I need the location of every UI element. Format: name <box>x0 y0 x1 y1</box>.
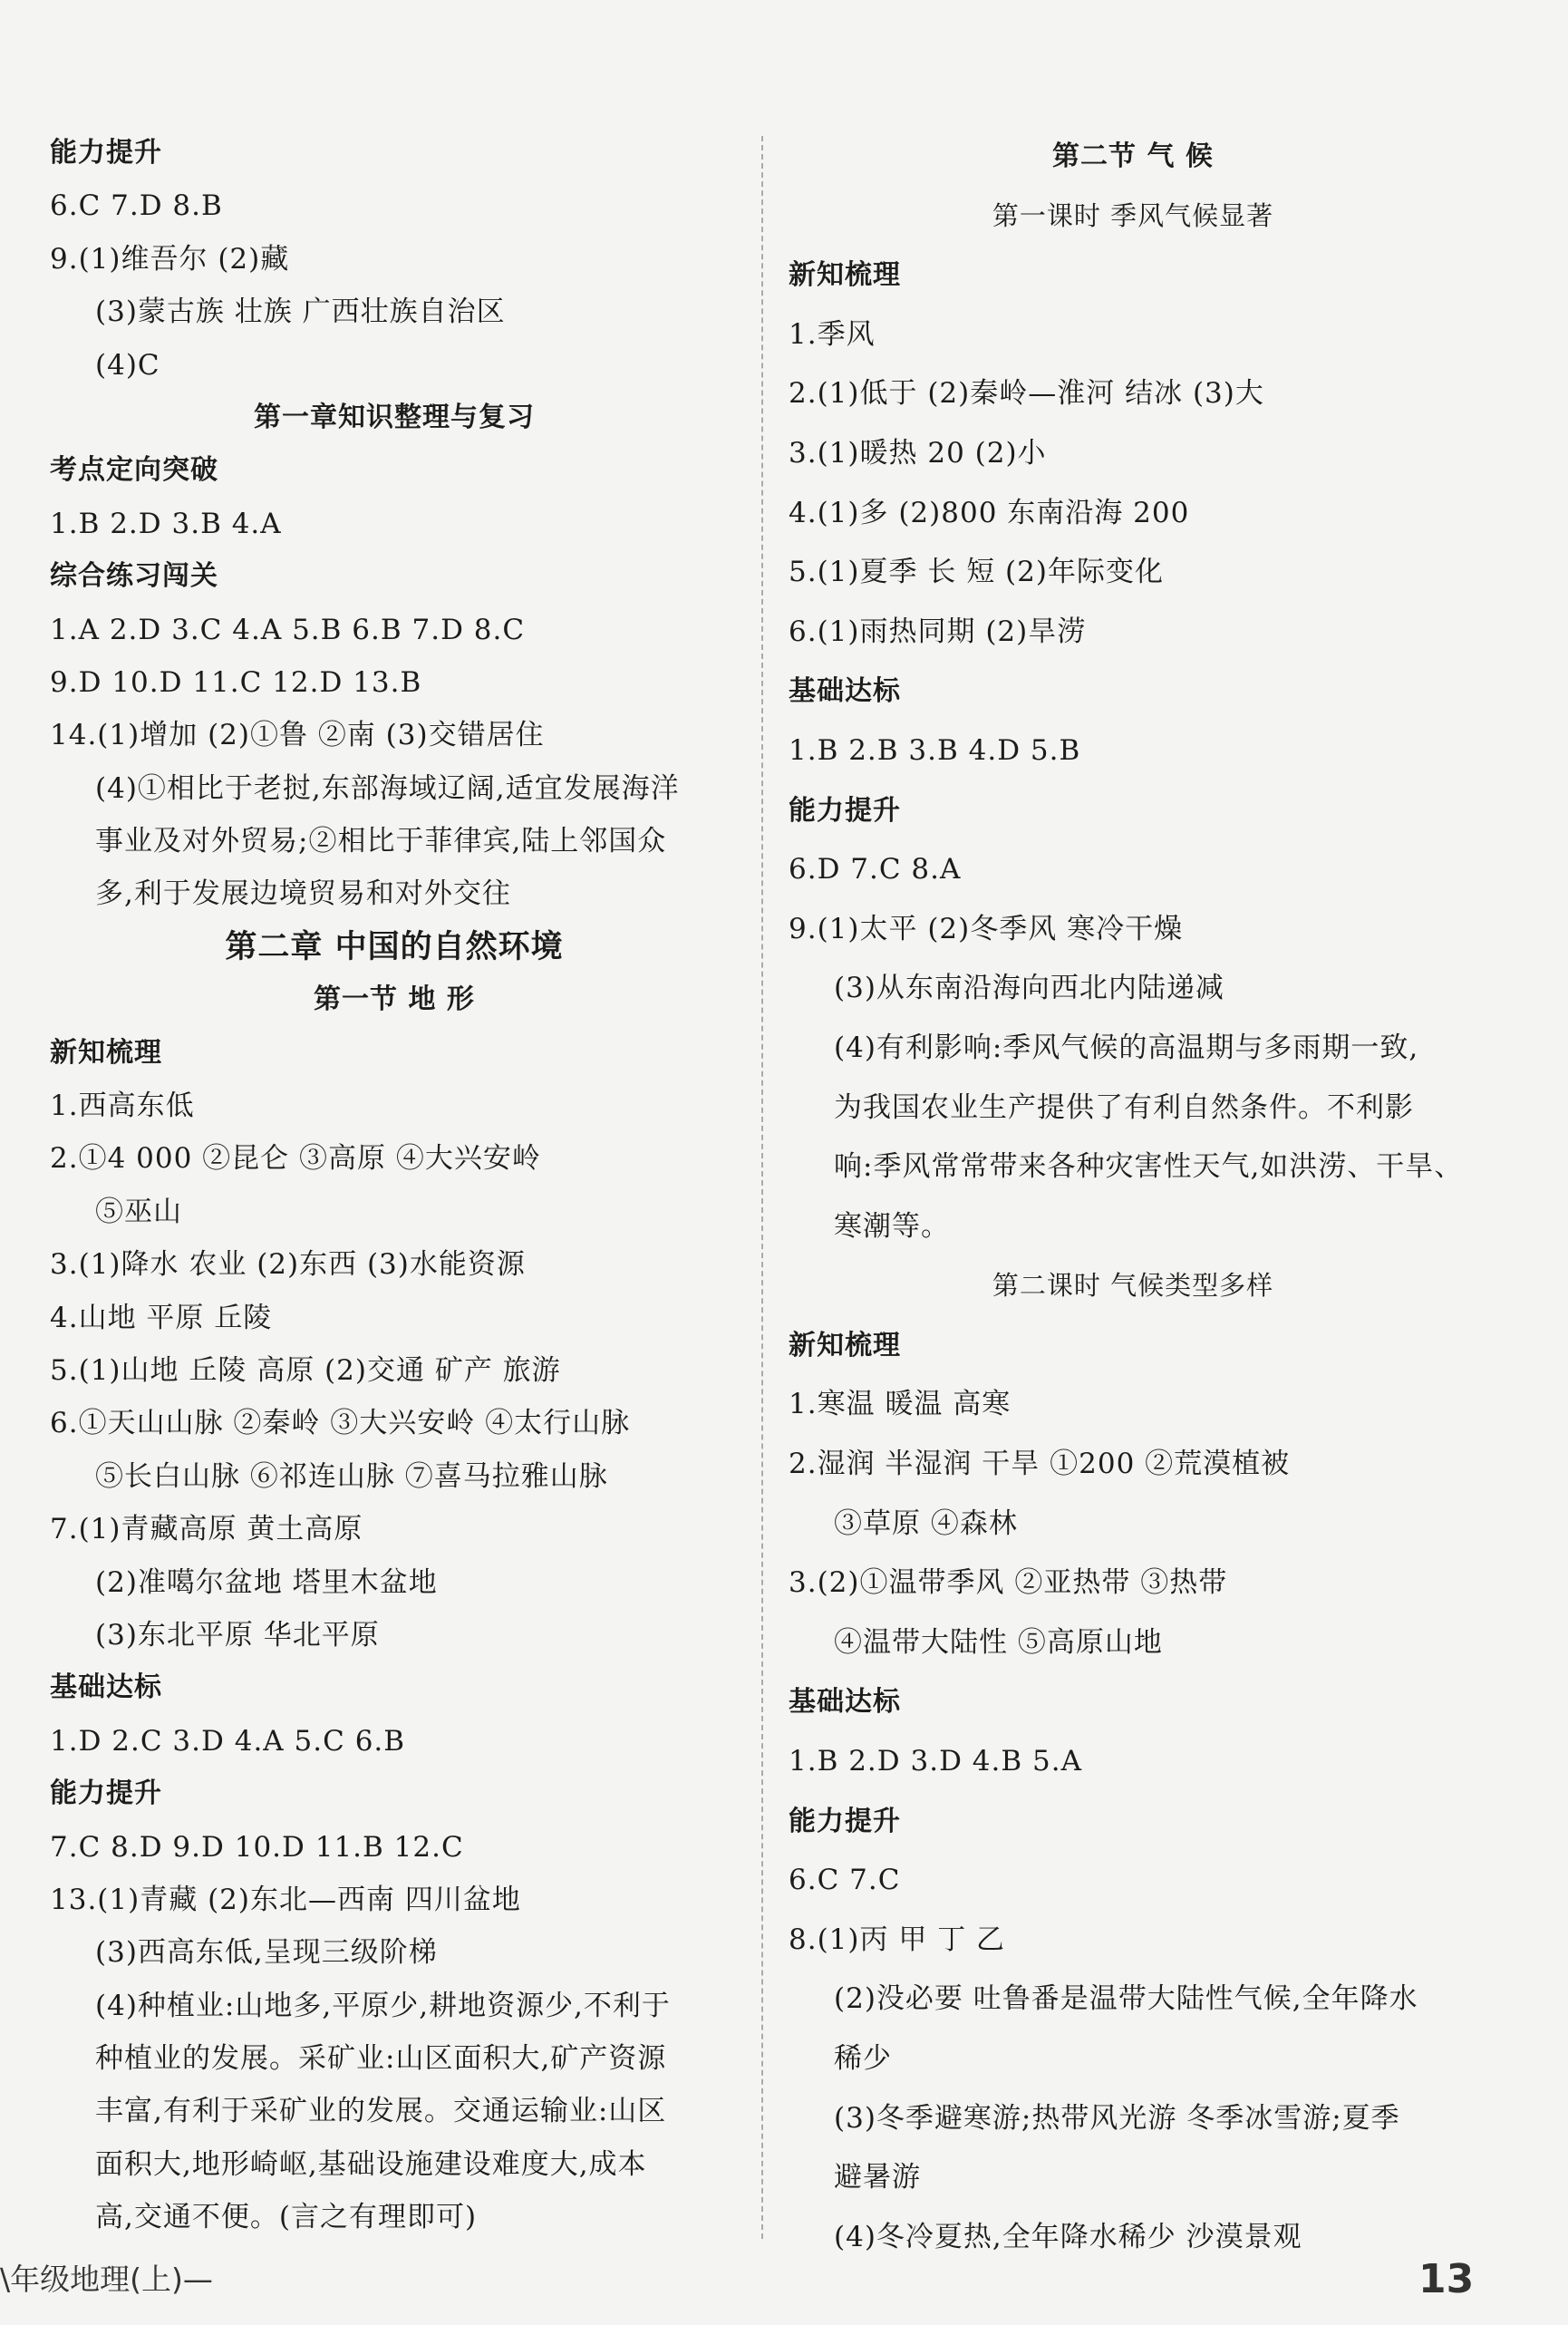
section-heading: 基础达标 <box>50 1671 162 1704</box>
answer-line: 2.①4 000 ②昆仑 ③高原 ④大兴安岭 <box>50 1142 541 1176</box>
answer-line-indented: (4)种植业:山地多,平原少,耕地资源少,不利于 <box>95 1989 671 2022</box>
answer-line: 7.C 8.D 9.D 10.D 11.B 12.C <box>50 1830 464 1864</box>
answer-line: 9.(1)太平 (2)冬季风 寒冷干燥 <box>789 912 1184 945</box>
answer-line-indented: (2)没必要 吐鲁番是温带大陆性气候,全年降水 <box>834 1982 1418 2016</box>
section-heading: 能力提升 <box>50 1778 162 1810</box>
section-heading: 能力提升 <box>50 137 162 169</box>
answer-line: 3.(1)降水 农业 (2)东西 (3)水能资源 <box>50 1248 526 1282</box>
answer-line: 14.(1)增加 (2)①鲁 ②南 (3)交错居住 <box>50 719 545 752</box>
answer-line-indented: (4)有利影响:季风气候的高温期与多雨期一致, <box>834 1031 1419 1064</box>
section-heading: 基础达标 <box>789 675 901 708</box>
answer-line-indented: 丰富,有利于采矿业的发展。交通运输业:山区 <box>95 2095 667 2128</box>
answer-line-indented: (4)①相比于老挝,东部海域辽阔,适宜发展海洋 <box>95 771 680 805</box>
answer-line: 3.(1)暖热 20 (2)小 <box>789 436 1047 470</box>
answer-line-indented: 种植业的发展。采矿业:山区面积大,矿产资源 <box>95 2042 667 2076</box>
answer-line-indented: (3)从东南沿海向西北内陆递减 <box>834 972 1224 1005</box>
answer-line-indented: 稀少 <box>834 2042 892 2075</box>
answer-line-indented: ③草原 ④森林 <box>834 1506 1018 1540</box>
page-number: 13 <box>1418 2256 1475 2302</box>
answer-line-indented: (3)东北平原 华北平原 <box>95 1618 380 1652</box>
section-heading: 考点定向突破 <box>50 454 218 487</box>
section-heading: 基础达标 <box>789 1686 901 1719</box>
answer-line: 6.C 7.C <box>789 1864 901 1897</box>
section-title: 第一节 地 形 <box>314 983 475 1016</box>
section-heading: 综合练习闯关 <box>50 560 218 593</box>
answer-line: 6.D 7.C 8.A <box>789 853 962 886</box>
answer-line: 8.(1)丙 甲 丁 乙 <box>789 1923 1006 1956</box>
lesson-title: 第一课时 季风气候显著 <box>992 199 1274 231</box>
answer-line-indented: 多,利于发展边境贸易和对外交往 <box>95 877 511 911</box>
answer-line: 3.(2)①温带季风 ②亚热带 ③热带 <box>789 1566 1228 1600</box>
answer-line: 5.(1)山地 丘陵 高原 (2)交通 矿产 旅游 <box>50 1353 561 1387</box>
answer-line: 1.D 2.C 3.D 4.A 5.C 6.B <box>50 1724 406 1758</box>
answer-line-indented: (3)西高东低,呈现三级阶梯 <box>95 1936 438 1970</box>
right-answer-lines <box>789 127 1477 2267</box>
answer-line: 4.山地 平原 丘陵 <box>50 1301 273 1334</box>
left-answer-lines <box>50 127 739 2244</box>
answer-line: 13.(1)青藏 (2)东北—西南 四川盆地 <box>50 1883 521 1916</box>
answer-line: 1.西高东低 <box>50 1090 195 1123</box>
answer-line: 1.A 2.D 3.C 4.A 5.B 6.B 7.D 8.C <box>50 613 526 646</box>
answer-line-indented: ④温带大陆性 ⑤高原山地 <box>834 1625 1163 1659</box>
column-divider <box>761 136 763 2239</box>
section-title: 第二节 气 候 <box>1052 140 1214 172</box>
answer-line: 1.B 2.D 3.B 4.A <box>50 507 282 540</box>
section-heading: 能力提升 <box>789 1805 901 1837</box>
lesson-title: 第二课时 气候类型多样 <box>992 1270 1274 1302</box>
left-column <box>50 127 739 2244</box>
answer-line: 7.(1)青藏高原 黄土高原 <box>50 1513 363 1546</box>
answer-line: 9.D 10.D 11.C 12.D 13.B <box>50 665 422 699</box>
answer-line-indented: (3)冬季避寒游;热带风光游 冬季冰雪游;夏季 <box>834 2101 1400 2135</box>
answer-line: 6.(1)雨热同期 (2)旱涝 <box>789 615 1087 648</box>
answer-line-indented: ⑤巫山 <box>95 1195 182 1228</box>
answer-line-indented: 避暑游 <box>834 2161 921 2194</box>
page-footer <box>0 2248 1568 2311</box>
answer-line-indented: 面积大,地形崎岖,基础设施建设难度大,成本 <box>95 2147 647 2181</box>
answer-line-indented: 为我国农业生产提供了有利自然条件。不利影 <box>834 1090 1414 1124</box>
answer-line: 6.C 7.D 8.B <box>50 189 223 223</box>
section-heading: 新知梳理 <box>789 259 901 292</box>
answer-line: 2.湿润 半湿润 干旱 ①200 ②荒漠植被 <box>789 1448 1291 1481</box>
answer-line: 1.季风 <box>789 317 876 351</box>
answer-line-indented: 寒潮等。 <box>834 1209 950 1243</box>
answer-line-indented: (4)冬冷夏热,全年降水稀少 沙漠景观 <box>834 2220 1302 2253</box>
answer-line-indented: (3)蒙古族 壮族 广西壮族自治区 <box>95 295 506 329</box>
answer-line: 1.B 2.B 3.B 4.D 5.B <box>789 733 1081 767</box>
section-heading: 新知梳理 <box>50 1036 162 1069</box>
answer-line-indented: 高,交通不便。(言之有理即可) <box>95 2201 478 2234</box>
answer-line-indented: (4)C <box>95 348 160 382</box>
right-column <box>789 127 1477 2267</box>
section-heading: 能力提升 <box>789 794 901 827</box>
answer-line: 1.B 2.D 3.D 4.B 5.A <box>789 1745 1082 1778</box>
answer-line-indented: 响:季风常常带来各种灾害性天气,如洪涝、干旱、 <box>834 1150 1464 1184</box>
chapter-title: 第二章 中国的自然环境 <box>225 928 564 965</box>
section-title: 第一章知识整理与复习 <box>254 401 535 433</box>
answer-line: 6.①天山山脉 ②秦岭 ③大兴安岭 ④太行山脉 <box>50 1407 631 1440</box>
answer-line: 1.寒温 暖温 高寒 <box>789 1388 1011 1421</box>
footer-book-title: \年级地理(上)— <box>0 2262 213 2297</box>
answer-line: 5.(1)夏季 长 短 (2)年际变化 <box>789 556 1164 589</box>
answer-line: 2.(1)低于 (2)秦岭—淮河 结冰 (3)大 <box>789 377 1264 411</box>
answer-line-indented: 事业及对外贸易;②相比于菲律宾,陆上邻国众 <box>95 825 667 858</box>
answer-line: 4.(1)多 (2)800 东南沿海 200 <box>789 496 1190 529</box>
section-heading: 新知梳理 <box>789 1329 901 1361</box>
answer-line-indented: (2)准噶尔盆地 塔里木盆地 <box>95 1565 438 1599</box>
answer-line: 9.(1)维吾尔 (2)藏 <box>50 242 290 276</box>
answer-line-indented: ⑤长白山脉 ⑥祁连山脉 ⑦喜马拉雅山脉 <box>95 1459 608 1493</box>
